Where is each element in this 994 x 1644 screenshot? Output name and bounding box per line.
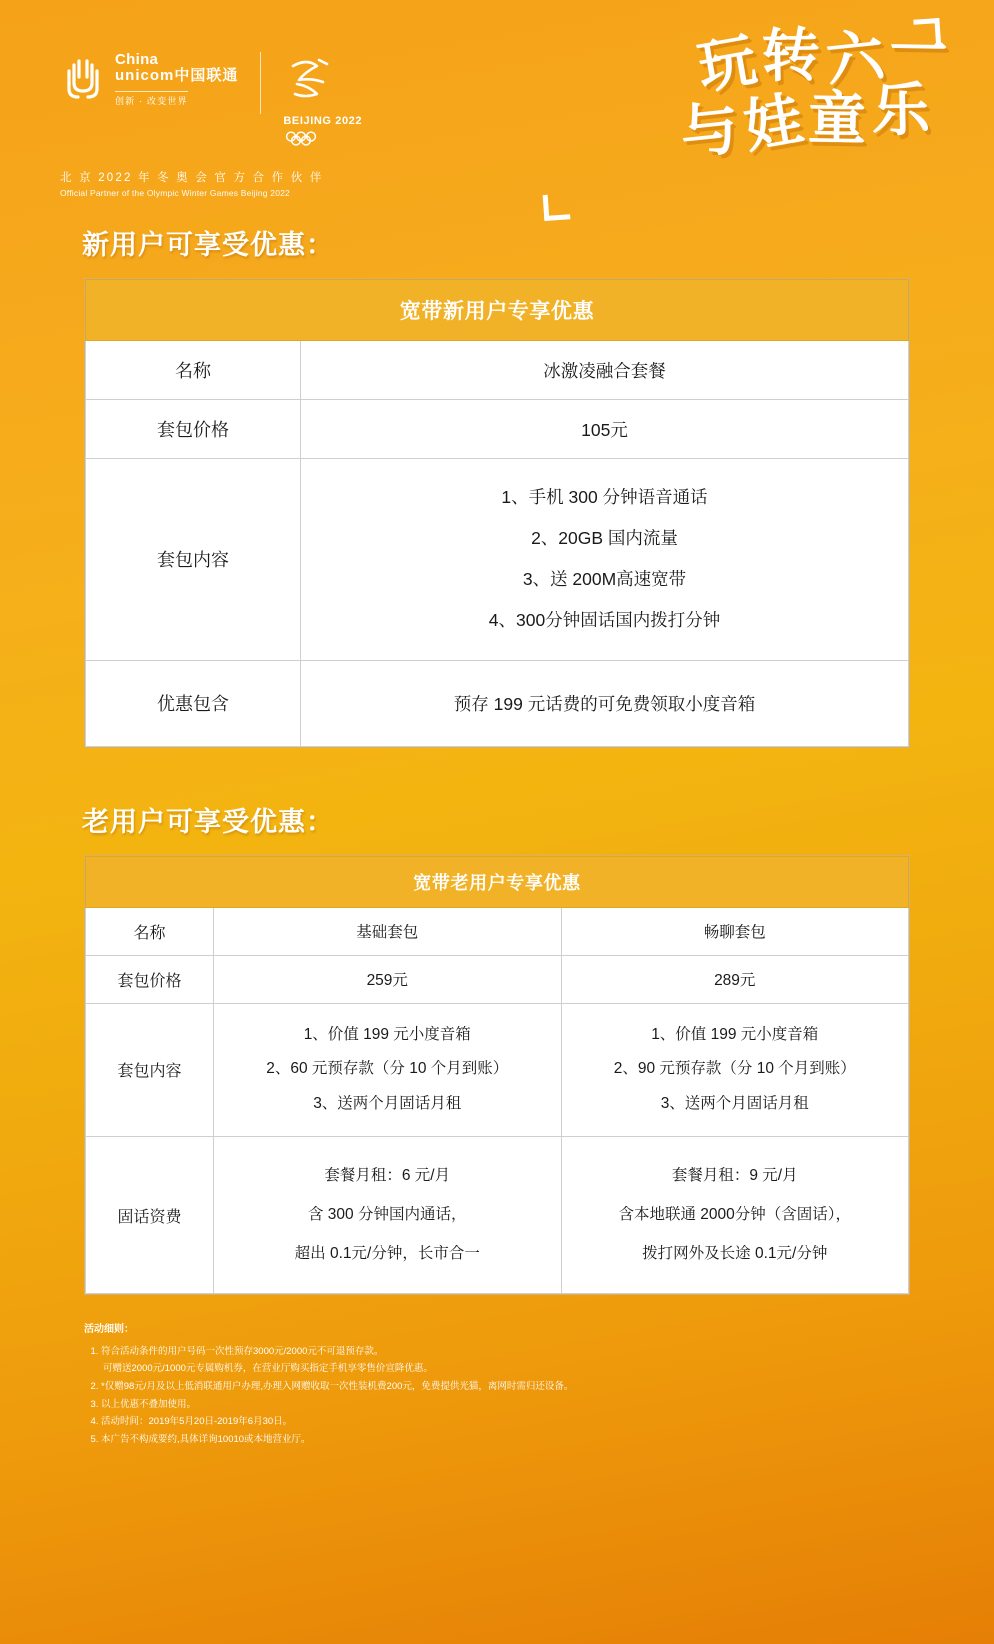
col1-fixed-line (214, 1137, 562, 1294)
page-header (0, 0, 994, 215)
col2-content (561, 1003, 909, 1137)
content-item: 1、手机 300 分钟语音通话 (501, 487, 708, 507)
rule-item: 4. 活动时间：2019年5月20日-2019年6月30日。 (101, 1413, 910, 1431)
rule-item: 3. 以上优惠不叠加使用。 (101, 1396, 910, 1414)
col2-price: 289元 (561, 955, 909, 1003)
partner-line-cn: 北 京 2022 年 冬 奥 会 官 方 合 作 伙 伴 (60, 172, 324, 184)
unicom-wordmark (115, 52, 238, 109)
content-item: 3、送 200M高速宽带 (522, 569, 687, 590)
col1-price: 259元 (214, 955, 562, 1003)
section-title-new-user: 新用户可享受优惠： (82, 230, 334, 260)
china-unicom-logo (60, 52, 238, 109)
content-item: 2、20GB 国内流量 (531, 528, 678, 549)
content-item: 2、60 元预存款（分 10 个月到账） (266, 1060, 509, 1078)
headline-artwork (526, 16, 957, 224)
row-label-fixed-line: 固话资费 (86, 1137, 214, 1294)
headline-char: 娃 (738, 84, 808, 162)
unicom-cn-name: 中国联通 (174, 66, 239, 84)
headline-char: 乐 (871, 75, 931, 145)
table-row (86, 955, 909, 1003)
row-value-name: 冰激凌融合套餐 (301, 341, 909, 400)
old-user-table (85, 856, 909, 1295)
new-user-table-wrapper (84, 278, 910, 748)
partner-line-en: Official Partner of the Olympic Winter Games Beijing 2022 (60, 188, 290, 198)
row-label-name: 名称 (86, 341, 301, 400)
table-row (86, 341, 909, 400)
col1-content (214, 1003, 562, 1137)
col2-fixed-line (561, 1137, 909, 1294)
activity-rules (84, 1321, 910, 1448)
content-item: 1、价值 199 元小度音箱 (651, 1025, 819, 1043)
content-item: 拨打网外及长途 0.1元/分钟 (642, 1244, 828, 1262)
content-item: 含本地联通 2000分钟（含固话）， (618, 1205, 852, 1223)
content-item: 套餐月租：9 元/月 (671, 1167, 798, 1185)
beijing-emblem-icon (283, 54, 335, 108)
row-label-content: 套包内容 (86, 459, 301, 661)
table-row (86, 1003, 909, 1137)
col1-name: 基础套包 (214, 907, 562, 955)
table-row (86, 907, 909, 955)
content-item: 4、300分钟固话国内拨打分钟 (488, 610, 721, 631)
col2-name: 畅聊套包 (561, 907, 909, 955)
unicom-en-line2: unicom (115, 66, 175, 84)
table-row (86, 1137, 909, 1294)
content-item: 套餐月租：6 元/月 (324, 1167, 451, 1185)
row-label-content: 套包内容 (86, 1003, 214, 1137)
content-item: 超出 0.1元/分钟，长市合一 (294, 1244, 480, 1262)
headline-char: 转 (761, 20, 821, 90)
headline-char: 童 (807, 83, 867, 153)
old-user-table-wrapper (84, 855, 910, 1296)
rules-title: 活动细则： (84, 1324, 134, 1336)
rule-item (101, 1343, 910, 1378)
row-value-offer: 预存 199 元话费的可免费领取小度音箱 (301, 660, 909, 746)
beijing-2022-logo (283, 52, 362, 151)
row-label-offer: 优惠包含 (86, 660, 301, 746)
content-item: 3、送两个月固话月租 (313, 1095, 462, 1113)
content-item: 2、90 元预存款（分 10 个月到账） (613, 1060, 856, 1078)
new-user-table (85, 279, 909, 747)
row-label-price: 套包价格 (86, 955, 214, 1003)
old-user-table-caption: 宽带老用户专享优惠 (86, 856, 909, 907)
rule-item: 5. 本广告不构成要约,具体详询10010或本地营业厅。 (101, 1431, 910, 1449)
row-value-content (301, 459, 909, 661)
new-user-table-caption: 宽带新用户专享优惠 (86, 280, 909, 341)
row-label-price: 套包价格 (86, 400, 301, 459)
headline-char: 一 (888, 16, 949, 86)
unicom-en-line1: China (115, 51, 159, 68)
headline-char: 玩 (692, 25, 762, 103)
content-item: 1、价值 199 元小度音箱 (303, 1025, 471, 1043)
row-label-name: 名称 (86, 907, 214, 955)
rule-item: 2. *仅赠98元/月及以上低消联通用户办理,办理入网赠收取一次性装机费200元，免费提供光猫，离网时需归还设备。 (101, 1378, 910, 1396)
unicom-slogan: 创新 · 改变世界 (115, 91, 188, 107)
table-row (86, 660, 909, 746)
table-row (86, 400, 909, 459)
beijing-2022-word: BEIJING 2022 (283, 115, 363, 127)
headline-char: 与 (677, 93, 742, 168)
brand-divider (260, 52, 261, 114)
rule-text: 符合活动条件的用户号码一次性预存3000元/2000元不可退预存款。 (101, 1345, 384, 1357)
rule-subtext: 可赠送2000元/1000元专属购机券，在营业厅购买指定手机享零售价宣降优惠。 (103, 1363, 433, 1375)
table-row (86, 459, 909, 661)
olympic-rings-icon (283, 131, 339, 146)
row-value-price: 105元 (301, 400, 909, 459)
corner-bracket-icon (543, 193, 571, 221)
content-item: 3、送两个月固话月租 (660, 1095, 809, 1113)
unicom-knot-icon (60, 57, 106, 103)
headline-char: 六 (822, 21, 888, 95)
section-title-old-user: 老用户可享受优惠： (82, 806, 334, 837)
content-item: 含 300 分钟国内通话， (308, 1205, 467, 1223)
